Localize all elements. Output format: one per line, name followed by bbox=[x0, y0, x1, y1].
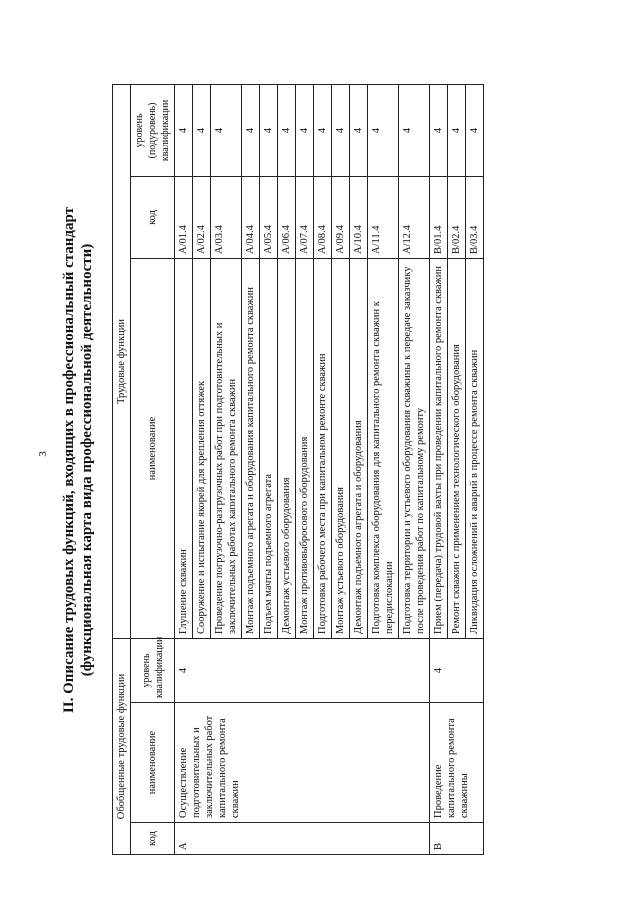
function-code: В/02.4 bbox=[448, 176, 466, 258]
table-row bbox=[175, 84, 193, 854]
function-name: Монтаж подъемного агрегата и оборудования капитального ремонта скважин bbox=[242, 258, 260, 638]
function-code: А/01.4 bbox=[175, 176, 193, 258]
functional-map-table bbox=[112, 84, 484, 855]
function-name: Подготовка территории и устьевого оборудования скважины к передаче заказчику после проведения работ по капитальному ремонту bbox=[399, 258, 430, 638]
function-code: А/02.4 bbox=[193, 176, 211, 258]
function-code: А/03.4 bbox=[211, 176, 242, 258]
function-level: 4 bbox=[368, 84, 399, 176]
section-subtitle: (функциональная карта вида профессиональной деятельности) bbox=[79, 243, 95, 677]
function-code: В/03.4 bbox=[466, 176, 484, 258]
function-level: 4 bbox=[350, 84, 368, 176]
function-code: А/10.4 bbox=[350, 176, 368, 258]
function-level: 4 bbox=[211, 84, 242, 176]
function-name: Глушение скважин bbox=[175, 258, 193, 638]
function-name: Проведение погрузочно-разгрузочных работ при подготовительных и заключительных работах капитального ремонта скважин bbox=[211, 258, 242, 638]
page-number: 3 bbox=[36, 451, 49, 457]
function-level: 4 bbox=[314, 84, 332, 176]
function-level: 4 bbox=[448, 84, 466, 176]
function-name: Подготовка рабочего места при капитальном ремонте скважин bbox=[314, 258, 332, 638]
section-title: II. Описание трудовых функций, входящих в профессиональный стандарт bbox=[61, 206, 77, 714]
function-level: 4 bbox=[296, 84, 314, 176]
function-level: 4 bbox=[260, 84, 278, 176]
function-level: 4 bbox=[466, 84, 484, 176]
header-code: код bbox=[131, 823, 175, 855]
function-code: А/07.4 bbox=[296, 176, 314, 258]
function-code: А/09.4 bbox=[332, 176, 350, 258]
rotated-page bbox=[0, 15, 600, 905]
group-name: Осуществление подготовительных и заключительных работ капитального ремонта скважин bbox=[175, 703, 430, 823]
table-row bbox=[430, 84, 448, 854]
function-level: 4 bbox=[175, 84, 193, 176]
function-name: Монтаж противовыбросового оборудования bbox=[296, 258, 314, 638]
function-level: 4 bbox=[430, 84, 448, 176]
function-name: Прием (передача) трудовой вахты при проведении капитального ремонта скважин bbox=[430, 258, 448, 638]
function-code: А/04.4 bbox=[242, 176, 260, 258]
group-level: 4 bbox=[430, 638, 484, 702]
function-code: А/06.4 bbox=[278, 176, 296, 258]
function-name: Ремонт скважин с применением технологического оборудования bbox=[448, 258, 466, 638]
function-code: А/11.4 bbox=[368, 176, 399, 258]
group-code: А bbox=[175, 823, 430, 855]
header-function-level: уровень (подуровень) квалификации bbox=[131, 84, 175, 176]
group-level: 4 bbox=[175, 638, 430, 702]
group-code: В bbox=[430, 823, 484, 855]
table-body bbox=[175, 84, 484, 854]
function-code: А/05.4 bbox=[260, 176, 278, 258]
function-level: 4 bbox=[278, 84, 296, 176]
function-name: Монтаж устьевого оборудования bbox=[332, 258, 350, 638]
header-name: наименование bbox=[131, 703, 175, 823]
function-name: Сооружение и испытание якорей для крепления оттяжек bbox=[193, 258, 211, 638]
group-name: Проведение капитального ремонта скважины bbox=[430, 703, 484, 823]
function-level: 4 bbox=[242, 84, 260, 176]
function-name: Подъем мачты подъемного агрегата bbox=[260, 258, 278, 638]
header-generalized: Обобщенные трудовые функции bbox=[113, 638, 131, 854]
function-name: Ликвидация осложнений и аварий в процессе ремонта скважин bbox=[466, 258, 484, 638]
function-level: 4 bbox=[332, 84, 350, 176]
function-name: Демонтаж устьевого оборудования bbox=[278, 258, 296, 638]
function-name: Демонтаж подъемного агрегата и оборудования bbox=[350, 258, 368, 638]
function-name: Подготовка комплекса оборудования для капитального ремонта скважин к передислокации bbox=[368, 258, 399, 638]
function-code: А/08.4 bbox=[314, 176, 332, 258]
header-functions: Трудовые функции bbox=[113, 84, 131, 638]
function-code: А/12.4 bbox=[399, 176, 430, 258]
function-code: В/01.4 bbox=[430, 176, 448, 258]
header-function-name: наименование bbox=[131, 258, 175, 638]
function-level: 4 bbox=[193, 84, 211, 176]
header-level: уровень квалификации bbox=[131, 638, 175, 702]
function-level: 4 bbox=[399, 84, 430, 176]
header-function-code: код bbox=[131, 176, 175, 258]
